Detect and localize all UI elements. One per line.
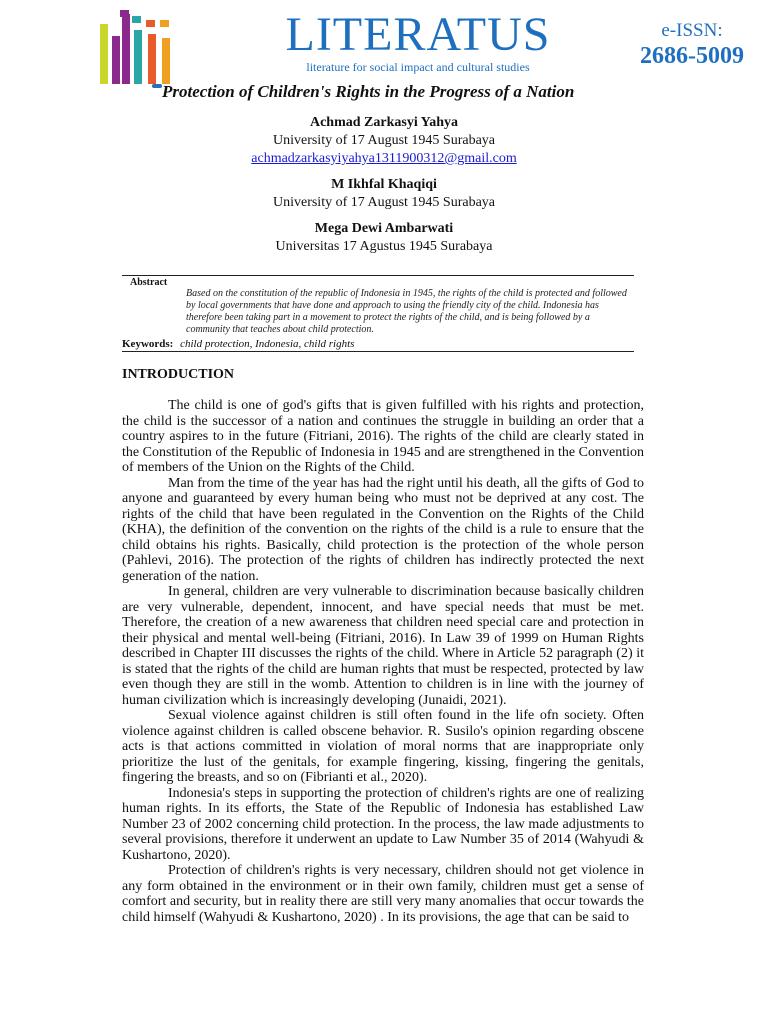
author-name: Mega Dewi Ambarwati — [314, 221, 454, 236]
logo-dot — [132, 16, 141, 23]
logo-bar — [134, 30, 142, 84]
keywords-row — [122, 337, 634, 351]
logo-bar — [162, 38, 170, 84]
abstract-text: Based on the constitution of the republic of Indonesia in 1945, the rights of the child is protected and followed by local governments that have done and approach to using the friendly city of the child. Indonesia has therefore been taking part in a movement to protect the rights of the child, and is being followed by a community that teaches about child protection. — [186, 288, 627, 335]
keywords-text: child protection, Indonesia, child rights — [180, 338, 355, 350]
keywords-label: Keywords: — [122, 338, 174, 350]
abstract-box — [122, 275, 634, 352]
issn-block — [632, 20, 752, 70]
paragraph: The child is one of god's gifts that is given fulfilled with his rights and protection, the child is the successor of a nation and continues the struggle in building an order that a country aspires to in the future (Fitriani, 2016). The rights of the child are clearly stated in the Constitution of the Republic of Indonesia in 1945 and are strengthened in the Convention of members of the Union on the Rights of the Child. — [122, 398, 644, 475]
logo-dot — [146, 20, 155, 27]
paragraph: Indonesia's steps in supporting the protection of children's rights are one of realizing human rights. In its efforts, the State of the Republic of Indonesia has established Law Number 23 of 2002 concerning child protection. In the process, the law made adjustments to several provisions, therefore it underwent an update to Law Number 35 of 2014 (Wahyudi & Kushartono, 2020). — [122, 785, 644, 863]
author-email-link[interactable]: achmadzarkasyiyahya1311900312@gmail.com — [251, 151, 517, 166]
logo-bar — [148, 34, 156, 84]
journal-title: LITERATUS — [285, 8, 551, 61]
paragraph: Protection of children's rights is very necessary, children should not get violence in any form obtained in the environment or in their own family, children must get a sense of comfort and security, but in reality there are still very many anomalies that occur towards the child himself (Wahyudi & Kushartono, 2020) . In its provisions, the age that can be said to — [122, 863, 644, 925]
logo-bar — [122, 14, 130, 84]
paragraph: Sexual violence against children is still often found in the life ofn society. Often violence against children is called obscene behavior. R. Susilo's opinion regarding obscene acts is that actions committed in violation of moral norms that are inappropriate only prioritize the lust of the genitals, for example fingering, kissing, fingering the genitals, fingering the breasts, and so on (Fibrianti et al., 2020). — [122, 708, 644, 785]
logo-swoosh — [152, 84, 162, 88]
paper-title: Protection of Children's Rights in the Progress of a Nation — [162, 82, 575, 101]
author-block — [0, 176, 768, 212]
author-affiliation: Universitas 17 Agustus 1945 Surabaya — [275, 239, 493, 254]
journal-brand — [240, 10, 596, 75]
author-name: M Ikhfal Khaqiqi — [331, 177, 437, 192]
issn-value: 2686-5009 — [640, 43, 744, 69]
author-affiliation: University of 17 August 1945 Surabaya — [272, 133, 496, 148]
author-block — [0, 114, 768, 168]
issn-label: e-ISSN: — [661, 20, 723, 41]
body-text — [122, 398, 644, 1024]
author-affiliation: University of 17 August 1945 Surabaya — [272, 195, 496, 210]
author-block — [0, 220, 768, 256]
paragraph: In general, children are very vulnerable to discrimination because basically children are very vulnerable, dependent, innocent, and have special needs that must be met. Therefore, the creation of a new awareness that children need special care and protection in their physical and mental well-being (Fitriani, 2016). In Law 39 of 1999 on Human Rights described in Chapter III discusses the rights of the child. Where in Article 52 paragraph (2) it is stated that the rights of the child are human rights that must be respected, protected by law even though they are still in the womb. Attention to children is in line with the journey of human civilization which is increasingly developing (Junaidi, 2021). — [122, 584, 644, 708]
logo-bar — [112, 36, 120, 84]
logo-bar — [100, 24, 108, 84]
author-list — [0, 114, 768, 264]
abstract-heading: Abstract — [130, 277, 168, 288]
abstract-top-rule — [122, 275, 634, 276]
paragraph: Man from the time of the year has had the right until his death, all the gifts of God to anyone and guaranteed by every human being who must not be deprived at any cost. The rights of the child that have been regulated in the Convention on the Rights of the Child (KHA), the definition of the convention on the rights of the child is a rule to ensure that the child obtains his rights. Basically, child protection is the protection of the whole person (Pahlevi, 2016). The protection of the rights of children has indirectly protected the next generation of the nation. — [122, 475, 644, 584]
journal-subtitle: literature for social impact and cultural studies — [306, 60, 530, 74]
journal-logo — [100, 4, 186, 94]
logo-dot — [160, 20, 169, 27]
abstract-bottom-rule — [122, 351, 634, 352]
section-heading: INTRODUCTION — [122, 367, 235, 382]
author-name: Achmad Zarkasyi Yahya — [309, 115, 459, 130]
